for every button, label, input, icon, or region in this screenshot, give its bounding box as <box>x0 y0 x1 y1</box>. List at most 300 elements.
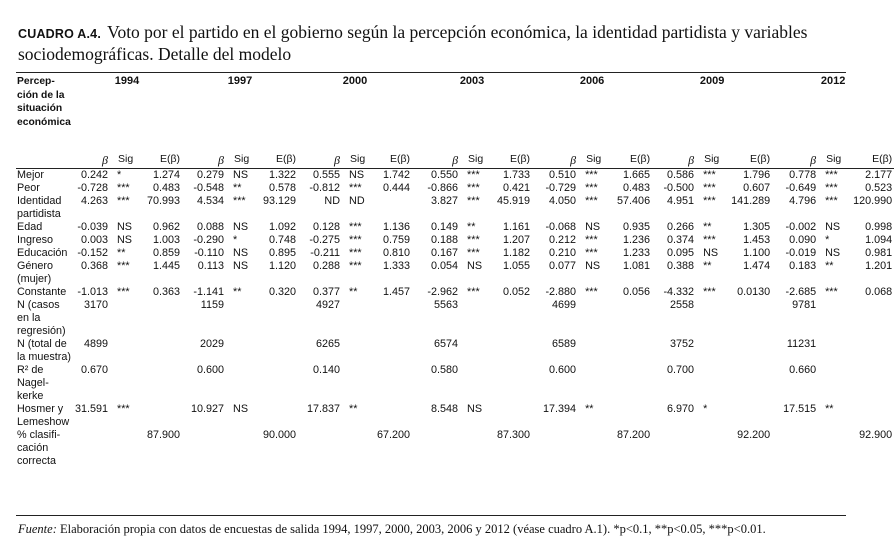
beta-value <box>652 429 698 468</box>
beta-value: -0.729 <box>545 182 577 194</box>
year-header-row <box>16 75 894 147</box>
sig-value <box>112 364 140 403</box>
sig-subheader: Sig <box>820 147 848 169</box>
sig-value <box>112 429 140 468</box>
beta-value: -2.880 <box>545 286 577 298</box>
exp-beta-value: 0.363 <box>152 286 181 298</box>
table-caption <box>18 22 848 64</box>
sig-value: *** <box>117 195 130 207</box>
exp-beta-value: 0.068 <box>865 286 893 298</box>
exp-beta-value: 1.120 <box>269 260 297 272</box>
beta-value <box>412 429 462 468</box>
exp-beta-value: 57.406 <box>617 195 651 207</box>
exp-beta-value: 0.859 <box>152 247 181 259</box>
sig-value <box>820 364 848 403</box>
sig-value: *** <box>825 195 838 207</box>
table-row <box>16 260 894 286</box>
e-subheader: E(β) <box>726 147 772 169</box>
beta-value: 17.515 <box>783 403 817 415</box>
beta-value: 2558 <box>670 299 695 311</box>
beta-value: 0.510 <box>549 169 577 181</box>
row-label: N (casos en la regresión) <box>17 299 66 337</box>
sig-value <box>228 429 256 468</box>
exp-beta-value <box>370 403 412 429</box>
sig-value: *** <box>349 234 362 246</box>
exp-beta-value <box>610 299 652 338</box>
sig-value <box>698 338 726 364</box>
sig-value: *** <box>233 195 246 207</box>
sig-value: *** <box>467 169 480 181</box>
table-row <box>16 364 894 403</box>
sig-value <box>228 338 256 364</box>
sig-value: ** <box>703 260 712 272</box>
beta-value: 2029 <box>199 338 225 350</box>
beta-value: 0.550 <box>431 169 459 181</box>
exp-beta-value: 1.333 <box>383 260 411 272</box>
exp-beta-value: 1.003 <box>152 234 181 246</box>
exp-beta-value <box>726 338 772 364</box>
exp-beta-value: 0.483 <box>623 182 651 194</box>
row-label: Constante <box>17 286 67 298</box>
sig-value <box>580 364 610 403</box>
exp-beta-value: 0.0130 <box>737 286 771 298</box>
beta-value: -0.152 <box>77 247 108 259</box>
beta-subheader: β <box>182 147 228 169</box>
sig-value: * <box>703 403 708 415</box>
sig-value <box>344 429 370 468</box>
table-row <box>16 247 894 260</box>
beta-value: -2.685 <box>785 286 817 298</box>
exp-beta-value: 87.900 <box>146 429 181 441</box>
sig-value <box>820 338 848 364</box>
beta-value: 0.183 <box>789 260 817 272</box>
sig-value: *** <box>585 247 598 259</box>
exp-beta-value <box>140 364 182 403</box>
sig-value: NS <box>117 234 132 246</box>
beta-value: 3.827 <box>431 195 459 207</box>
beta-value: 0.670 <box>80 364 108 376</box>
sig-subheader: Sig <box>112 147 140 169</box>
sig-value <box>462 364 490 403</box>
beta-value: 0.778 <box>789 169 817 181</box>
sig-subheader: Sig <box>580 147 610 169</box>
sig-value: ** <box>467 221 476 233</box>
beta-value: 0.054 <box>431 260 459 272</box>
exp-beta-value: 0.748 <box>269 234 297 246</box>
beta-value: 6574 <box>434 338 459 350</box>
beta-value: 0.167 <box>431 247 459 259</box>
sig-value <box>462 429 490 468</box>
sig-value <box>698 429 726 468</box>
beta-value: 1159 <box>200 299 225 311</box>
sig-value <box>462 338 490 364</box>
exp-beta-value: 1.445 <box>152 260 181 272</box>
sig-value: *** <box>467 247 480 259</box>
sig-value <box>698 364 726 403</box>
beta-value <box>298 429 344 468</box>
beta-value: 0.210 <box>549 247 577 259</box>
sig-value: NS <box>117 221 132 233</box>
exp-beta-value: 1.092 <box>269 221 297 233</box>
exp-beta-value: 1.236 <box>623 234 651 246</box>
row-label: Hosmer y Lemeshow <box>17 403 70 428</box>
e-subheader: E(β) <box>140 147 182 169</box>
sig-value: *** <box>703 182 716 194</box>
sig-value <box>580 429 610 468</box>
sig-value: * <box>233 234 238 246</box>
beta-value: 0.140 <box>313 364 341 376</box>
exp-beta-value <box>140 338 182 364</box>
sig-value: ** <box>585 403 594 415</box>
beta-value <box>532 429 580 468</box>
beta-value: 8.548 <box>431 403 459 415</box>
table-row <box>16 403 894 429</box>
sig-value: *** <box>825 169 838 181</box>
beta-value: -0.649 <box>785 182 817 194</box>
beta-value: 10.927 <box>190 403 225 415</box>
beta-value: 0.266 <box>667 221 695 233</box>
caption-text: Voto por el partido en el gobierno según la percepción económica, la identidad partidista y variables sociodemográficas. Detalle del modelo <box>18 22 808 64</box>
beta-value: 6589 <box>552 338 577 350</box>
caption-label: CUADRO A.4. <box>18 27 101 41</box>
table-row <box>16 182 894 195</box>
row-label: Identidad partidista <box>17 195 62 220</box>
beta-value: -0.728 <box>77 182 108 194</box>
exp-beta-value: 0.523 <box>865 182 893 194</box>
beta-value: 4899 <box>83 338 108 350</box>
footnote-source-label: Fuente: <box>18 522 57 536</box>
table-row <box>16 286 894 299</box>
sig-value: ** <box>825 260 834 272</box>
exp-beta-value: 1.081 <box>623 260 651 272</box>
beta-value: -0.211 <box>310 247 341 259</box>
exp-beta-value: 0.962 <box>152 221 181 233</box>
exp-beta-value <box>370 364 412 403</box>
beta-value: -0.812 <box>309 182 341 194</box>
sig-value: NS <box>467 260 483 272</box>
row-label: R² de Nagel-kerke <box>17 364 49 402</box>
exp-beta-value <box>848 299 894 338</box>
beta-value: 0.600 <box>549 364 577 376</box>
table-row <box>16 299 894 338</box>
sig-value: NS <box>585 221 601 233</box>
sig-value <box>228 364 256 403</box>
row-label: Ingreso <box>17 234 54 246</box>
exp-beta-value <box>848 403 894 429</box>
table-row <box>16 169 894 183</box>
exp-beta-value <box>256 403 298 429</box>
beta-value: -0.110 <box>194 247 225 259</box>
sig-subheader: Sig <box>462 147 490 169</box>
exp-beta-value: 0.607 <box>743 182 771 194</box>
exp-beta-value: 1.136 <box>383 221 411 233</box>
exp-beta-value: 2.177 <box>865 169 893 181</box>
exp-beta-value: 0.759 <box>383 234 411 246</box>
beta-value: 31.591 <box>74 403 108 415</box>
exp-beta-value: 0.578 <box>269 182 297 194</box>
sig-value: *** <box>825 182 838 194</box>
exp-beta-value: 1.796 <box>743 169 771 181</box>
exp-beta-value <box>848 364 894 403</box>
e-subheader: E(β) <box>848 147 894 169</box>
exp-beta-value: 0.483 <box>152 182 181 194</box>
table-row <box>16 429 894 468</box>
sig-value: * <box>825 234 830 246</box>
exp-beta-value: 1.094 <box>865 234 893 246</box>
beta-value: 0.212 <box>549 234 577 246</box>
results-table <box>16 75 894 468</box>
exp-beta-value: 1.182 <box>503 247 531 259</box>
sig-value: *** <box>703 234 716 246</box>
sig-value <box>112 299 140 338</box>
exp-beta-value <box>726 299 772 338</box>
year-header: 2009 <box>699 75 725 87</box>
beta-value: -1.013 <box>77 286 108 298</box>
beta-value <box>182 429 228 468</box>
sig-value <box>344 299 370 338</box>
row-label: Mejor <box>17 169 44 181</box>
exp-beta-value <box>370 338 412 364</box>
sig-value: *** <box>703 169 716 181</box>
sig-value: NS <box>825 247 841 259</box>
sig-value: *** <box>585 286 598 298</box>
beta-subheader: β <box>532 147 580 169</box>
exp-beta-value: 0.052 <box>503 286 531 298</box>
e-subheader: E(β) <box>610 147 652 169</box>
exp-beta-value <box>256 299 298 338</box>
beta-value: 0.377 <box>313 286 341 298</box>
sig-value: NS <box>825 221 841 233</box>
beta-value: 0.580 <box>431 364 459 376</box>
exp-beta-value: 87.200 <box>617 429 651 441</box>
beta-value: -0.500 <box>663 182 695 194</box>
exp-beta-value: 1.161 <box>503 221 531 233</box>
exp-beta-value: 45.919 <box>497 195 531 207</box>
exp-beta-value: 0.810 <box>383 247 411 259</box>
beta-value: 0.090 <box>789 234 817 246</box>
sig-value <box>580 338 610 364</box>
sig-subheader: Sig <box>228 147 256 169</box>
beta-value: 0.077 <box>549 260 577 272</box>
sig-value <box>698 299 726 338</box>
beta-value: 0.586 <box>667 169 695 181</box>
top-rule <box>16 72 846 73</box>
table-row <box>16 234 894 247</box>
exp-beta-value: 0.895 <box>269 247 297 259</box>
sig-value <box>112 338 140 364</box>
row-label: Género (mujer) <box>17 260 54 285</box>
beta-value: 4927 <box>316 299 341 311</box>
beta-value: 0.700 <box>667 364 695 376</box>
exp-beta-value <box>610 364 652 403</box>
sig-value: NS <box>349 169 365 181</box>
beta-value: -2.962 <box>427 286 459 298</box>
sig-subheader: Sig <box>344 147 370 169</box>
exp-beta-value: 93.129 <box>263 195 297 207</box>
footnote <box>18 522 848 537</box>
sig-value: NS <box>467 403 483 415</box>
exp-beta-value <box>490 338 532 364</box>
beta-value: 17.394 <box>543 403 577 415</box>
exp-beta-value <box>490 364 532 403</box>
beta-value: -0.068 <box>545 221 577 233</box>
beta-value: 4.263 <box>80 195 108 207</box>
exp-beta-value: 1.207 <box>503 234 531 246</box>
table-row <box>16 221 894 234</box>
exp-beta-value: 0.981 <box>865 247 893 259</box>
beta-value: 4.050 <box>549 195 577 207</box>
sig-value: *** <box>117 260 130 272</box>
exp-beta-value: 1.733 <box>503 169 531 181</box>
beta-value: 3752 <box>670 338 695 350</box>
row-label: Peor <box>17 182 40 194</box>
sig-value: *** <box>117 403 130 415</box>
exp-beta-value <box>726 403 772 429</box>
exp-beta-value: 1.274 <box>152 169 181 181</box>
subheader-row <box>16 147 894 169</box>
sig-value: ** <box>117 247 126 259</box>
sig-value: *** <box>467 286 480 298</box>
beta-value: 0.088 <box>196 221 225 233</box>
exp-beta-value: 1.055 <box>503 260 531 272</box>
beta-subheader: β <box>652 147 698 169</box>
exp-beta-value: 90.000 <box>263 429 297 441</box>
sig-value <box>580 299 610 338</box>
exp-beta-value <box>610 403 652 429</box>
sig-value: *** <box>703 195 716 207</box>
exp-beta-value: 1.201 <box>865 260 893 272</box>
exp-beta-value <box>140 299 182 338</box>
exp-beta-value: 70.993 <box>146 195 181 207</box>
exp-beta-value <box>610 338 652 364</box>
exp-beta-value: 1.100 <box>743 247 771 259</box>
beta-value: 5563 <box>434 299 459 311</box>
beta-value: 0.368 <box>80 260 108 272</box>
sig-value: *** <box>467 234 480 246</box>
exp-beta-value <box>140 403 182 429</box>
sig-value: *** <box>467 195 480 207</box>
sig-value: *** <box>585 195 598 207</box>
year-header: 1997 <box>227 75 253 87</box>
beta-value: 0.555 <box>313 169 341 181</box>
beta-value: -0.275 <box>309 234 341 246</box>
beta-value: 11231 <box>786 338 817 350</box>
beta-value <box>772 429 820 468</box>
year-header: 1994 <box>114 75 140 87</box>
exp-beta-value: 0.056 <box>623 286 651 298</box>
exp-beta-value: 0.935 <box>623 221 651 233</box>
sig-value: NS <box>233 221 249 233</box>
sig-value: * <box>117 169 122 181</box>
sig-value: *** <box>703 286 716 298</box>
exp-beta-value: 1.322 <box>269 169 297 181</box>
beta-value: 6.970 <box>667 403 695 415</box>
beta-value: -0.019 <box>785 247 817 259</box>
row-label: Edad <box>17 221 43 233</box>
beta-value: 0.242 <box>80 169 108 181</box>
exp-beta-value <box>848 338 894 364</box>
beta-value: 0.388 <box>667 260 695 272</box>
beta-value: 0.279 <box>196 169 225 181</box>
sig-value: *** <box>585 169 598 181</box>
exp-beta-value <box>256 338 298 364</box>
beta-value: -0.290 <box>193 234 225 246</box>
row-label: Educación <box>17 247 68 259</box>
exp-beta-value <box>490 299 532 338</box>
exp-beta-value: 92.900 <box>859 429 893 441</box>
e-subheader: E(β) <box>490 147 532 169</box>
beta-value: -0.039 <box>77 221 108 233</box>
beta-value: 0.188 <box>431 234 459 246</box>
beta-value: 17.837 <box>307 403 341 415</box>
beta-value: 0.095 <box>667 247 695 259</box>
beta-value: 0.600 <box>196 364 225 376</box>
sig-value: *** <box>117 182 130 194</box>
sig-value <box>344 338 370 364</box>
table-row <box>16 338 894 364</box>
beta-subheader: β <box>412 147 462 169</box>
first-column-header: Percep-ción de la situación económica <box>17 76 71 128</box>
year-header: 2012 <box>820 75 846 87</box>
sig-value: NS <box>233 260 249 272</box>
sig-value <box>228 299 256 338</box>
beta-subheader: β <box>298 147 344 169</box>
sig-value <box>344 364 370 403</box>
sig-value: *** <box>349 247 362 259</box>
exp-beta-value: 1.742 <box>383 169 411 181</box>
sig-value: *** <box>585 234 598 246</box>
sig-value: ** <box>703 221 712 233</box>
exp-beta-value: 0.998 <box>865 221 893 233</box>
beta-value: 0.374 <box>667 234 695 246</box>
exp-beta-value: 1.474 <box>743 260 771 272</box>
beta-value: 0.113 <box>197 260 225 272</box>
sig-value <box>820 299 848 338</box>
sig-value: ** <box>349 286 358 298</box>
row-label: N (total de la muestra) <box>17 338 72 363</box>
beta-value: 3170 <box>83 299 108 311</box>
beta-value: 0.660 <box>789 364 817 376</box>
e-subheader: E(β) <box>370 147 412 169</box>
exp-beta-value: 87.300 <box>497 429 531 441</box>
beta-value: 4.534 <box>196 195 225 207</box>
subheader-empty <box>16 147 72 169</box>
sig-value: *** <box>349 182 362 194</box>
beta-value: -0.002 <box>785 221 817 233</box>
beta-value: -1.141 <box>193 286 225 298</box>
sig-subheader: Sig <box>698 147 726 169</box>
sig-value: NS <box>233 169 249 181</box>
sig-value: NS <box>233 403 249 415</box>
table-body <box>16 169 894 469</box>
sig-value: *** <box>825 286 838 298</box>
beta-subheader: β <box>772 147 820 169</box>
sig-value: ND <box>349 195 365 207</box>
exp-beta-value: 0.320 <box>269 286 297 298</box>
sig-value: NS <box>585 260 601 272</box>
sig-value: *** <box>349 260 362 272</box>
sig-value <box>820 429 848 468</box>
sig-value <box>462 299 490 338</box>
exp-beta-value <box>256 364 298 403</box>
beta-value: 0.128 <box>313 221 341 233</box>
exp-beta-value: 1.305 <box>743 221 771 233</box>
year-header: 2003 <box>459 75 485 87</box>
sig-value: NS <box>233 247 249 259</box>
beta-value: 4.796 <box>789 195 817 207</box>
footnote-text: Elaboración propia con datos de encuestas de salida 1994, 1997, 2000, 2003, 2006 y 2012 (véase cuadro A.1). *p<0.1, **p<0.05, ***p<0.01. <box>60 522 766 536</box>
beta-value: 0.288 <box>313 260 341 272</box>
